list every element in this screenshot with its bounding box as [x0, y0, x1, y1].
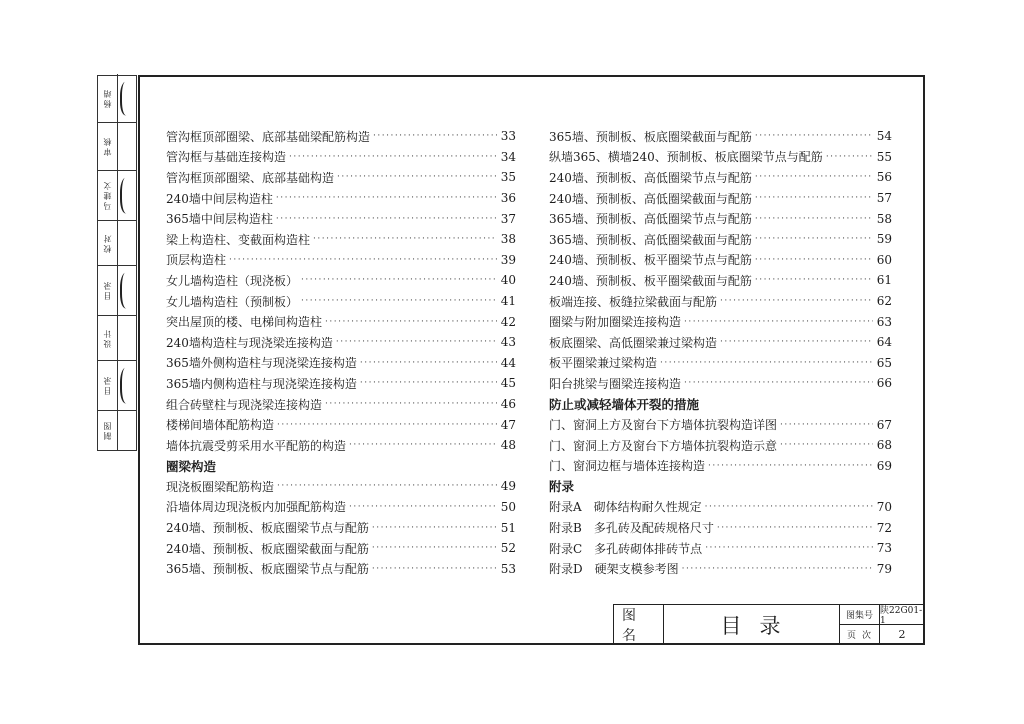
toc-entry-title: 附录D 硬架支模参考图: [549, 562, 679, 577]
toc-entry[interactable]: [549, 435, 892, 456]
toc-entry-title: 365墙、预制板、板底圈梁截面与配筋: [549, 129, 752, 144]
toc-entry[interactable]: [166, 332, 516, 353]
toc-dot-leader: [313, 233, 497, 245]
toc-entry[interactable]: [166, 497, 516, 518]
signature-cell: [117, 170, 136, 220]
toc-dot-leader: [349, 501, 497, 513]
toc-dot-leader: [720, 336, 873, 348]
approval-row: [98, 170, 136, 221]
toc-entry-title: 顶层构造柱: [166, 253, 227, 268]
toc-entry-title: 组合砖壁柱与现浇梁连接构造: [166, 397, 323, 412]
toc-entry-page: 48: [500, 438, 516, 453]
toc-entry-title: 附录B 多孔砖及配砖规格尺寸: [549, 521, 714, 536]
toc-entry-title: 240墙、预制板、板平圈梁截面与配筋: [549, 273, 752, 288]
toc-section-heading: 防止或减轻墙体开裂的措施: [549, 397, 700, 413]
toc-entry-page: 54: [876, 129, 892, 144]
toc-dot-leader: [755, 274, 873, 286]
toc-dot-leader: [660, 357, 873, 369]
toc-entry[interactable]: [166, 353, 516, 374]
toc-entry[interactable]: [549, 538, 892, 559]
toc-entry-page: 53: [500, 561, 516, 576]
toc-dot-leader: [826, 151, 873, 163]
toc-entry-page: 52: [500, 541, 516, 556]
approval-role: [98, 265, 118, 315]
approval-role: [98, 315, 118, 360]
toc-entry-page: 70: [876, 499, 892, 514]
approval-row: [98, 315, 136, 361]
toc-entry-page: 41: [500, 294, 516, 309]
toc-dot-leader: [360, 357, 497, 369]
toc-entry-page: 40: [500, 273, 516, 288]
toc-entry[interactable]: [166, 188, 516, 209]
toc-entry-page: 59: [876, 232, 892, 247]
toc-entry-page: 49: [500, 479, 516, 494]
toc-dot-leader: [717, 522, 873, 534]
atlas-number-label: 图集号: [840, 605, 880, 625]
toc-entry-page: 56: [876, 170, 892, 185]
approval-row: [98, 410, 136, 451]
toc-entry-title: 现浇板圈梁配筋构造: [166, 479, 275, 494]
toc-entry-page: 64: [876, 335, 892, 350]
toc-entry-title: 圈梁与附加圈梁连接构造: [549, 315, 682, 330]
toc-entry-title: 240墙中间层构造柱: [166, 191, 273, 206]
toc-entry[interactable]: [166, 435, 516, 456]
signature-mark: [120, 365, 134, 406]
toc-entry[interactable]: [166, 147, 516, 168]
toc-entry-title: 门、窗洞上方及窗台下方墙体抗裂构造详图: [549, 418, 778, 433]
toc-entry[interactable]: [549, 147, 892, 168]
toc-entry-page: 79: [876, 561, 892, 576]
toc-entry-title: 240墙、预制板、板底圈梁节点与配筋: [166, 521, 369, 536]
toc-entry[interactable]: [166, 517, 516, 538]
toc-entry-page: 62: [876, 294, 892, 309]
toc-entry-title: 240墙构造柱与现浇梁连接构造: [166, 335, 333, 350]
toc-entry-title: 365墙中间层构造柱: [166, 212, 273, 227]
toc-entry-title: 365墙、预制板、高低圈梁节点与配筋: [549, 212, 752, 227]
drawing-title: 目录: [664, 605, 840, 644]
atlas-number: 陕22G01-1: [880, 605, 923, 626]
approval-role-text: 马建文: [103, 180, 112, 210]
toc-entry-title: 管沟框顶部圈梁、底部基础梁配筋构造: [166, 129, 371, 144]
toc-entry-page: 72: [876, 520, 892, 535]
signature-mark: [120, 270, 134, 311]
signature-cell: [117, 74, 136, 122]
toc-entry[interactable]: [549, 353, 892, 374]
toc-entry-page: 35: [500, 170, 516, 185]
toc-entry-page: 69: [876, 458, 892, 473]
toc-dot-leader: [372, 522, 497, 534]
toc-entry[interactable]: [166, 250, 516, 271]
toc-dot-leader: [373, 130, 497, 142]
toc-entry[interactable]: [166, 270, 516, 291]
toc-entry[interactable]: [166, 373, 516, 394]
toc-entry[interactable]: [166, 126, 516, 147]
toc-entry-title: 365墙外侧构造柱与现浇梁连接构造: [166, 356, 357, 371]
toc-entry-title: 365墙内侧构造柱与现浇梁连接构造: [166, 376, 357, 391]
toc-entry[interactable]: [166, 538, 516, 559]
toc-entry[interactable]: [549, 332, 892, 353]
approval-role: [98, 74, 118, 122]
page-number-label: 页次: [840, 625, 880, 645]
toc-dot-leader: [349, 439, 497, 451]
toc-entry[interactable]: [549, 373, 892, 394]
toc-entry-title: 梁上构造柱、变截面构造柱: [166, 232, 311, 247]
toc-dot-leader: [755, 130, 873, 142]
toc-entry-title: 240墙、预制板、高低圈梁截面与配筋: [549, 191, 752, 206]
toc-dot-leader: [684, 316, 873, 328]
toc-entry-page: 47: [500, 417, 516, 432]
toc-entry-page: 63: [876, 314, 892, 329]
toc-entry[interactable]: [549, 126, 892, 147]
approval-role-text: 目录: [103, 375, 112, 395]
toc-dot-leader: [755, 213, 873, 225]
toc-entry[interactable]: [549, 414, 892, 435]
approval-row: [98, 122, 136, 171]
toc-entry[interactable]: [166, 414, 516, 435]
toc-entry-page: 44: [500, 355, 516, 370]
toc-entry-page: 73: [876, 541, 892, 556]
toc-entry[interactable]: [549, 311, 892, 332]
approval-row: [98, 220, 136, 266]
toc-entry-title: 板平圈梁兼过梁构造: [549, 356, 658, 371]
toc-entry-title: 阳台挑梁与圈梁连接构造: [549, 376, 682, 391]
signature-cell: [117, 122, 136, 170]
signature-mark: [120, 79, 134, 118]
toc-entry-title: 门、窗洞上方及窗台下方墙体抗裂构造示意: [549, 438, 778, 453]
toc-entry-title: 沿墙体周边现浇板内加强配筋构造: [166, 500, 347, 515]
toc-entry-page: 57: [876, 191, 892, 206]
toc-entry-title: 240墙、预制板、板平圈梁节点与配筋: [549, 253, 752, 268]
toc-entry[interactable]: [549, 291, 892, 312]
toc-entry-title: 纵墙365、横墙240、预制板、板底圈梁节点与配筋: [549, 150, 823, 165]
toc-entry-page: 65: [876, 355, 892, 370]
signature-cell: [117, 315, 136, 360]
toc-entry-page: 43: [500, 335, 516, 350]
toc-entry[interactable]: [166, 291, 516, 312]
toc-dot-leader: [780, 419, 873, 431]
toc-entry[interactable]: [549, 250, 892, 271]
toc-entry-title: 365墙、预制板、高低圈梁截面与配筋: [549, 232, 752, 247]
toc-entry-title: 女儿墙构造柱（现浇板）: [166, 273, 299, 288]
toc-entry-title: 楼梯间墙体配筋构造: [166, 418, 275, 433]
toc-dot-leader: [755, 254, 873, 266]
toc-dot-leader: [684, 377, 873, 389]
approval-role: [98, 170, 118, 220]
toc-dot-leader: [325, 398, 497, 410]
toc-entry-title: 墙体抗震受剪采用水平配筋的构造: [166, 438, 347, 453]
toc-dot-leader: [705, 501, 873, 513]
toc-entry-page: 66: [876, 376, 892, 391]
signature-cell: [117, 360, 136, 410]
toc-section-heading: 圈梁构造: [166, 458, 217, 474]
toc-entry-page: 38: [500, 232, 516, 247]
toc-entry-title: 板端连接、板缝拉梁截面与配筋: [549, 294, 718, 309]
toc-entry[interactable]: [166, 558, 516, 579]
toc-dot-leader: [337, 171, 497, 183]
toc-entry-title: 管沟框与基础连接构造: [166, 150, 287, 165]
toc-entry-page: 67: [876, 417, 892, 432]
toc-dot-leader: [755, 171, 873, 183]
toc-entry-page: 45: [500, 376, 516, 391]
toc-entry-page: 61: [876, 273, 892, 288]
signature-mark: [120, 175, 134, 216]
toc-entry-page: 46: [500, 397, 516, 412]
toc-entry-page: 60: [876, 252, 892, 267]
toc-dot-leader: [301, 274, 497, 286]
toc-entry-title: 管沟框顶部圈梁、底部基础构造: [166, 170, 335, 185]
toc-entry-page: 42: [500, 314, 516, 329]
toc-entry-title: 板底圈梁、高低圈梁兼过梁构造: [549, 335, 718, 350]
toc-entry-title: 女儿墙构造柱（预制板）: [166, 294, 299, 309]
toc-entry-title: 365墙、预制板、板底圈梁节点与配筋: [166, 562, 369, 577]
toc-dot-leader: [276, 192, 497, 204]
drawing-name-label: 图名: [614, 605, 664, 644]
toc-entry[interactable]: [549, 517, 892, 538]
approval-row: [98, 360, 136, 411]
approval-row: [98, 265, 136, 316]
toc-entry[interactable]: [166, 394, 516, 415]
approval-strip: [97, 75, 137, 451]
approval-role-text: 设计: [103, 327, 112, 348]
toc-entry-page: 39: [500, 252, 516, 267]
toc-dot-leader: [755, 192, 873, 204]
toc-dot-leader: [325, 316, 497, 328]
toc-dot-leader: [277, 419, 497, 431]
signature-cell: [117, 265, 136, 315]
toc-dot-leader: [360, 377, 497, 389]
toc-entry-page: 68: [876, 438, 892, 453]
signature-cell: [117, 410, 136, 450]
toc-column-right: [549, 126, 892, 579]
toc-entry[interactable]: [166, 229, 516, 250]
toc-entry[interactable]: [166, 167, 516, 188]
toc-entry[interactable]: [166, 208, 516, 229]
toc-entry-title: 门、窗洞边框与墙体连接构造: [549, 459, 706, 474]
toc-entry-page: 51: [500, 520, 516, 535]
toc-dot-leader: [289, 151, 497, 163]
toc-dot-leader: [277, 480, 497, 492]
toc-dot-leader: [720, 295, 873, 307]
approval-role-text: 校对: [103, 232, 112, 253]
toc-entry-page: 34: [500, 149, 516, 164]
toc-section-heading: 附录: [549, 479, 575, 495]
toc-dot-leader: [708, 460, 873, 472]
approval-row: [98, 74, 136, 123]
toc-entry-page: 55: [876, 149, 892, 164]
toc-entry-title: 240墙、预制板、高低圈梁节点与配筋: [549, 170, 752, 185]
toc-dot-leader: [336, 336, 497, 348]
toc-entry-page: 50: [500, 499, 516, 514]
toc-entry[interactable]: [166, 311, 516, 332]
toc-dot-leader: [229, 254, 497, 266]
toc-dot-leader: [780, 439, 873, 451]
toc-entry-page: 33: [500, 129, 516, 144]
toc-entry[interactable]: [549, 456, 892, 477]
toc-entry-page: 37: [500, 211, 516, 226]
toc-dot-leader: [301, 295, 497, 307]
toc-entry-title: 突出屋顶的楼、电梯间构造柱: [166, 315, 323, 330]
toc-entry[interactable]: [549, 208, 892, 229]
toc-entry-page: 36: [500, 191, 516, 206]
toc-entry[interactable]: [549, 497, 892, 518]
toc-entry[interactable]: [549, 558, 892, 579]
approval-role: [98, 122, 118, 170]
approval-role: [98, 360, 118, 410]
toc-dot-leader: [372, 542, 497, 554]
approval-role: [98, 410, 118, 450]
approval-role-text: 杨靖: [103, 88, 112, 108]
toc-entry-title: 附录A 砌体结构耐久性规定: [549, 500, 702, 515]
toc-entry[interactable]: [549, 229, 892, 250]
toc-dot-leader: [276, 213, 497, 225]
toc-entry[interactable]: [549, 167, 892, 188]
toc-dot-leader: [372, 563, 497, 575]
approval-role-text: 目录: [103, 280, 112, 300]
title-block: [613, 604, 925, 645]
toc-dot-leader: [705, 542, 873, 554]
approval-role: [98, 220, 118, 265]
toc-entry[interactable]: [166, 476, 516, 497]
approval-role-text: 制图: [103, 420, 112, 440]
toc-dot-leader: [682, 563, 873, 575]
page-number: 2: [898, 627, 906, 641]
toc-entry-title: 附录C 多孔砖砌体排砖节点: [549, 541, 703, 556]
toc-entry[interactable]: [549, 270, 892, 291]
toc-column-left: [166, 126, 516, 579]
toc-entry[interactable]: [549, 188, 892, 209]
toc-dot-leader: [755, 233, 873, 245]
approval-role-text: 审核: [103, 136, 112, 156]
toc-entry-title: 240墙、预制板、板底圈梁截面与配筋: [166, 541, 369, 556]
signature-cell: [117, 220, 136, 265]
toc-entry-page: 58: [876, 211, 892, 226]
